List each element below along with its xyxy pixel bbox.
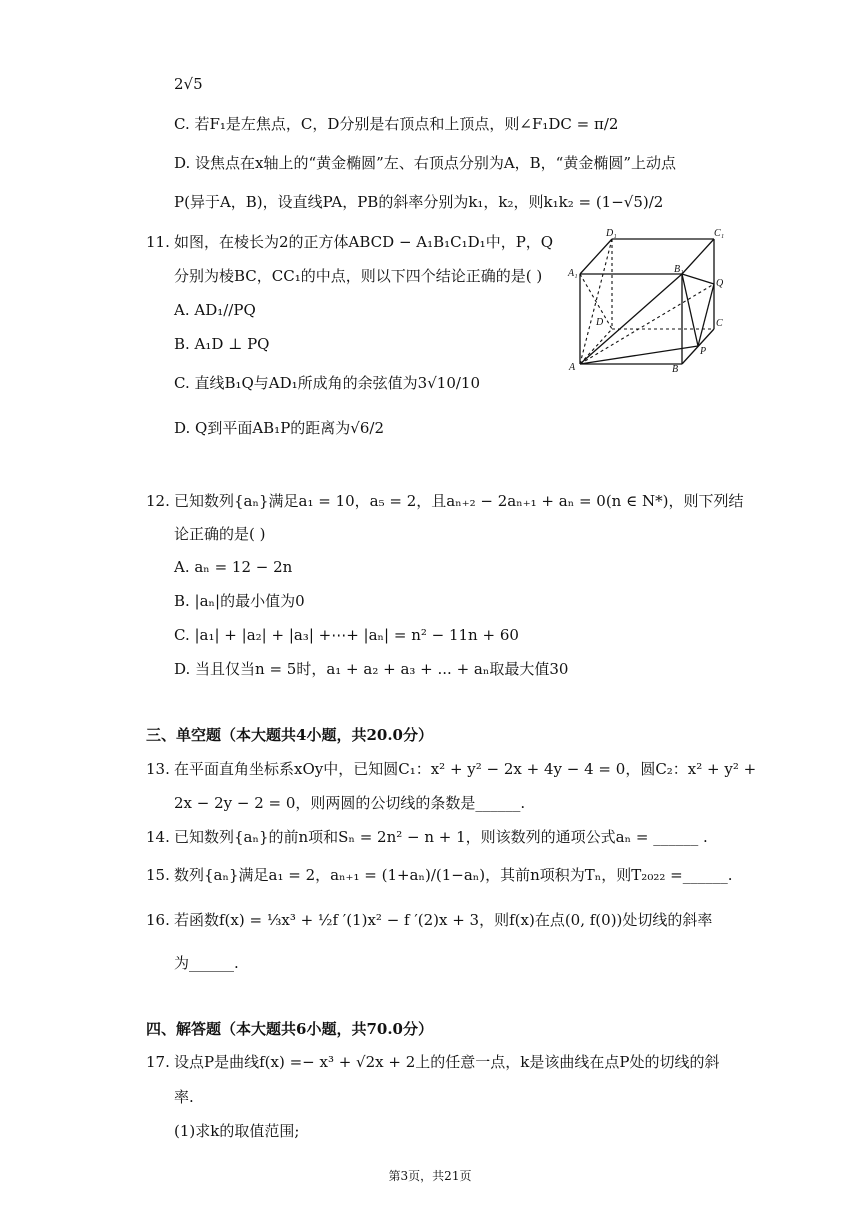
label-a: A xyxy=(569,362,576,372)
q10-option-d-cont: P(异于A，B)，设直线PA，PB的斜率分别为k₁，k₂，则k₁k₂ = (1−√5)/2 xyxy=(174,193,664,211)
q16-line1: 若函数f(x) = ⅓x³ + ½f ′(1)x² − f ′(2)x + 3，则f(x)在点(0, f(0))处切线的斜率 xyxy=(174,911,713,929)
q16-line2: 为______. xyxy=(174,954,239,972)
q10-option-d: D. 设焦点在x轴上的“黄金椭圆”左、右顶点分别为A，B，“黄金椭圆”上动点 xyxy=(174,154,677,172)
q17-number: 17. xyxy=(146,1053,170,1071)
label-c: C xyxy=(716,318,723,329)
q14-line1: 已知数列{aₙ}的前n项和Sₙ = 2n² − n + 1，则该数列的通项公式aₙ = ______ . xyxy=(174,828,708,846)
q11-option-a: A. AD₁//PQ xyxy=(174,301,256,319)
label-a1: A₁ xyxy=(568,268,578,279)
q12-stem-line2: 论正确的是( ) xyxy=(174,525,266,543)
q14-number: 14. xyxy=(146,828,170,846)
q13-number: 13. xyxy=(146,760,170,778)
q12-stem-line1: 已知数列{aₙ}满足a₁ = 10，a₅ = 2，且aₙ₊₂ − 2aₙ₊₁ + aₙ = 0(n ∈ N*)，则下列结 xyxy=(174,492,744,510)
q17-part1: (1)求k的取值范围; xyxy=(174,1122,300,1140)
q16-number: 16. xyxy=(146,911,170,929)
label-c1: C₁ xyxy=(714,228,724,239)
label-q: Q xyxy=(716,278,724,289)
label-d1: D₁ xyxy=(606,228,617,239)
q15-number: 15. xyxy=(146,866,170,884)
section-3-heading: 三、单空题（本大题共4小题，共20.0分） xyxy=(146,726,433,744)
q12-option-d: D. 当且仅当n = 5时，a₁ + a₂ + a₃ + ... + aₙ取最大值30 xyxy=(174,660,569,678)
q11-option-c: C. 直线B₁Q与AD₁所成角的余弦值为3√10/10 xyxy=(174,374,481,392)
q11-option-d: D. Q到平面AB₁P的距离为√6/2 xyxy=(174,419,384,437)
q13-line1: 在平面直角坐标系xOy中，已知圆C₁：x² + y² − 2x + 4y − 4 = 0，圆C₂：x² + y² + xyxy=(174,760,757,778)
q11-number: 11. xyxy=(146,233,170,251)
q13-line2: 2x − 2y − 2 = 0，则两圆的公切线的条数是______. xyxy=(174,794,526,812)
q11-stem-line1: 如图，在棱长为2的正方体ABCD − A₁B₁C₁D₁中，P，Q xyxy=(174,233,554,251)
q12-number: 12. xyxy=(146,492,170,510)
label-d: D xyxy=(596,317,604,328)
q12-option-b: B. |aₙ|的最小值为0 xyxy=(174,592,305,610)
q12-option-a: A. aₙ = 12 − 2n xyxy=(174,558,293,576)
q10-option-c: C. 若F₁是左焦点，C，D分别是右顶点和上顶点，则∠F₁DC = π/2 xyxy=(174,115,619,133)
label-b: B xyxy=(672,364,679,372)
label-b1: B₁ xyxy=(674,264,684,275)
q17-line1: 设点P是曲线f(x) =− x³ + √2x + 2上的任意一点，k是该曲线在点P处的切线的斜 xyxy=(174,1053,720,1071)
page-footer: 第3页，共21页 xyxy=(388,1169,472,1183)
q15-line1: 数列{aₙ}满足a₁ = 2，aₙ₊₁ = (1+aₙ)/(1−aₙ)，其前n项积为Tₙ，则T₂₀₂₂ =______. xyxy=(174,866,733,884)
cube-figure xyxy=(566,224,724,372)
q12-option-c: C. |a₁| + |a₂| + |a₃| +⋯+ |aₙ| = n² − 11n + 60 xyxy=(174,626,519,644)
section-4-heading: 四、解答题（本大题共6小题，共70.0分） xyxy=(146,1020,433,1038)
q11-option-b: B. A₁D ⊥ PQ xyxy=(174,335,270,353)
prev-answer-fragment: 2√5 xyxy=(174,75,203,93)
q11-stem-line2: 分别为棱BC，CC₁的中点，则以下四个结论正确的是( ) xyxy=(174,267,543,285)
label-p: P xyxy=(700,346,707,357)
q17-line2: 率. xyxy=(174,1088,194,1106)
